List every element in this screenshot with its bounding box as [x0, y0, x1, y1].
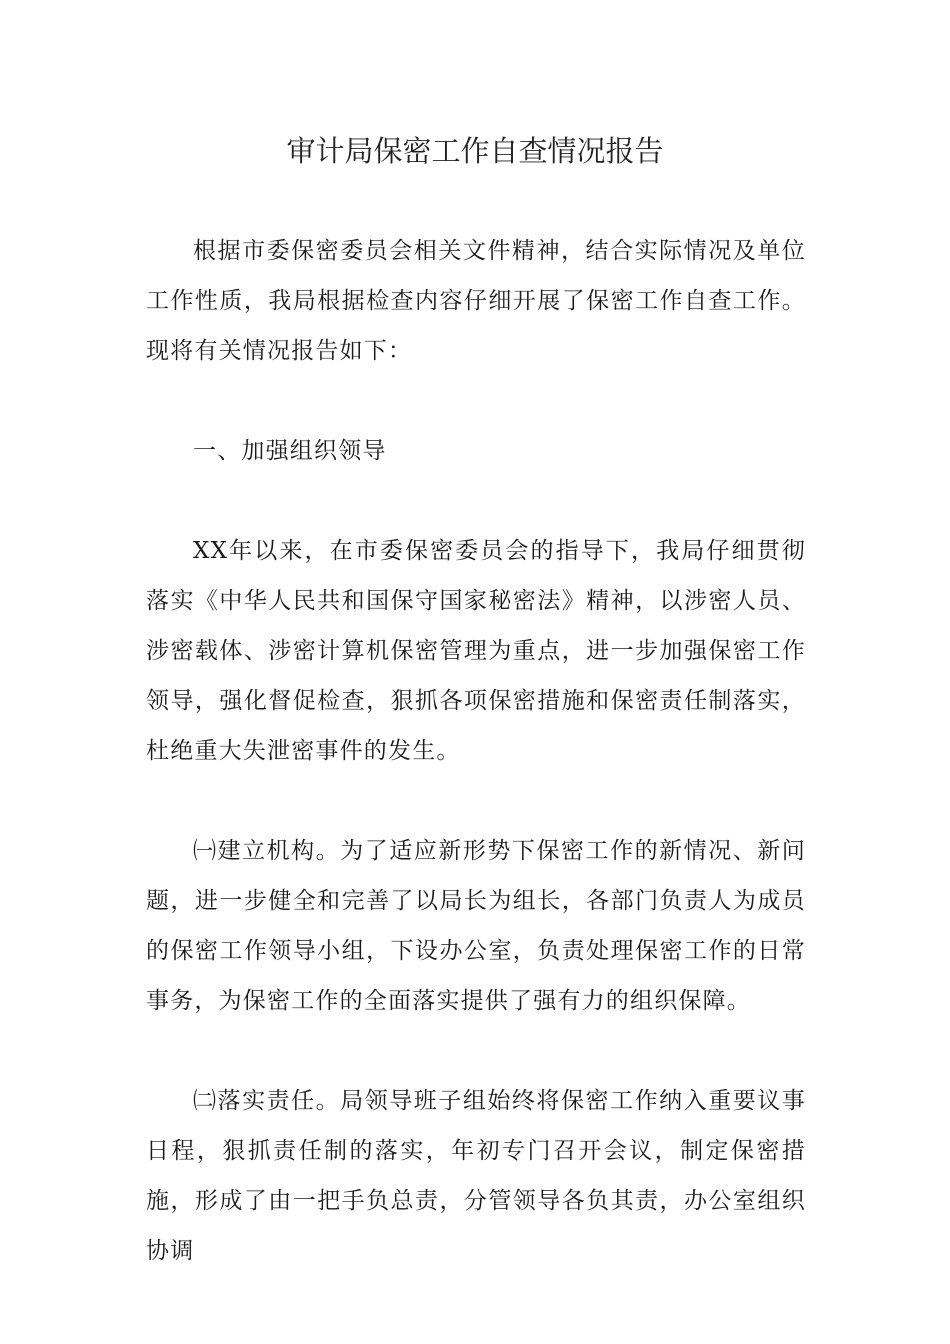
paragraph-intro: 根据市委保密委员会相关文件精神，结合实际情况及单位工作性质，我局根据检查内容仔细开展了保密工作自查工作。现将有关情况报告如下：: [146, 238, 806, 364]
section-heading-1: 一、加强组织领导: [193, 438, 387, 464]
document-title: 审计局保密工作自查情况报告: [286, 134, 664, 168]
paragraph-section-1: XX年以来，在市委保密委员会的指导下，我局仔细贯彻落实《中华人民共和国保守国家秘密法》精神，以涉密人员、涉密载体、涉密计算机保密管理为重点，进一步加强保密工作领导，强化督促检查，狠抓各项保密措施和保密责任制落实，杜绝重大失泄密事件的发生。: [146, 538, 806, 764]
paragraph-implement-responsibility: ㈡落实责任。局领导班子组始终将保密工作纳入重要议事日程，狠抓责任制的落实，年初专门召开会议，制定保密措施，形成了由一把手负总责，分管领导各负其责，办公室组织协调: [146, 1088, 806, 1264]
paragraph-establish-organization: ㈠建立机构。为了适应新形势下保密工作的新情况、新问题，进一步健全和完善了以局长为组长，各部门负责人为成员的保密工作领导小组，下设办公室，负责处理保密工作的日常事务，为保密工作的全面落实提供了强有力的组织保障。: [146, 838, 806, 1014]
